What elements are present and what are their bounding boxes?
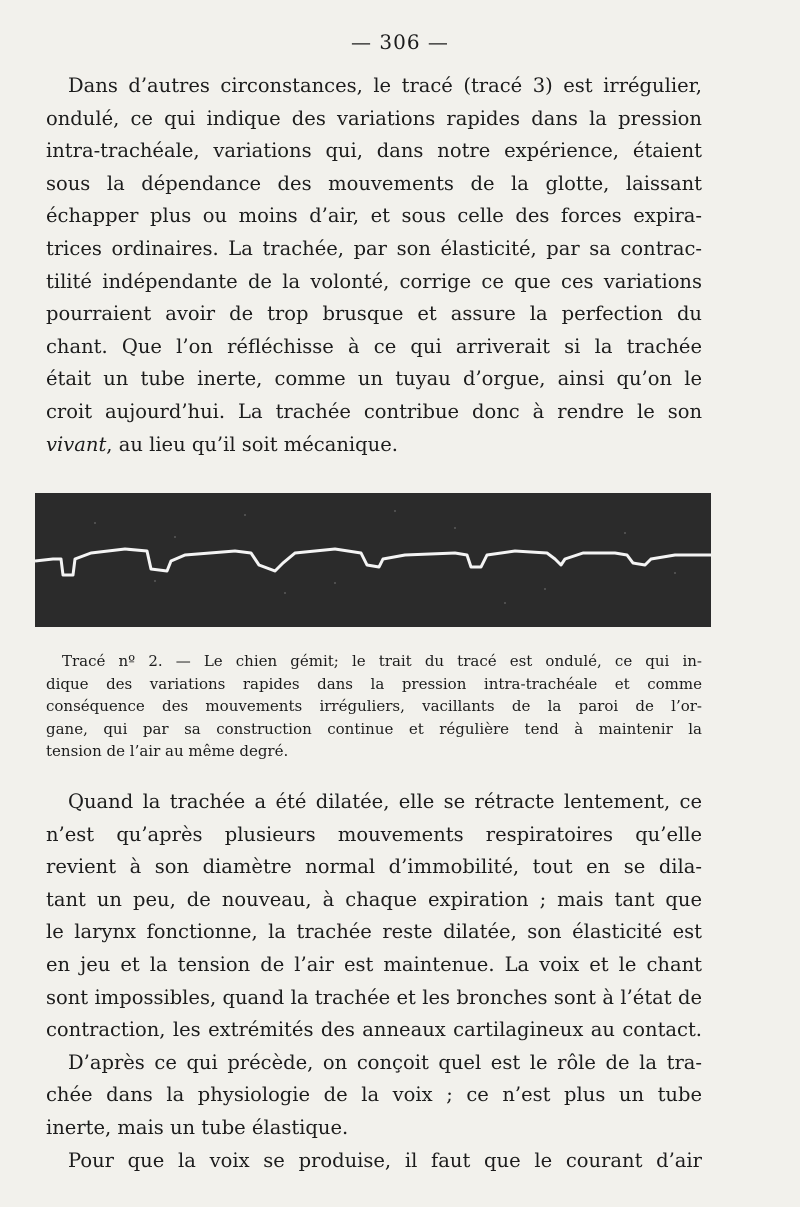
text-line: [46, 429, 702, 462]
caption-line: tension de l’air au même degré.: [46, 742, 289, 760]
text-line: chant. Que l’on réfléchisse à ce qui arriverait si la trachée: [46, 334, 702, 358]
caption-line: gane, qui par sa construction continue et régulière tend à maintenir la: [46, 719, 702, 738]
text-line: contraction, les extrémités des anneaux cartilagineux au contact.: [46, 1018, 702, 1042]
trace-figure: [35, 493, 711, 627]
text-line: le larynx fonctionne, la trachée reste dilatée, son élasticité est: [46, 920, 702, 944]
text-line: intra-trachéale, variations qui, dans notre expérience, étaient: [46, 139, 702, 163]
page-number: — 306 —: [351, 30, 449, 54]
text-line: croit aujourd’hui. La trachée contribue donc à rendre le son: [46, 399, 702, 423]
text-line: n’est qu’après plusieurs mouvements respiratoires qu’elle: [46, 822, 702, 846]
text-line: chée dans la physiologie de la voix ; ce n’est plus un tube: [46, 1083, 702, 1107]
text-line: échapper plus ou moins d’air, et sous celle des forces expira-: [46, 204, 702, 228]
text-line: sous la dépendance des mouvements de la glotte, laissant: [46, 171, 702, 195]
pressure-trace-image: [35, 493, 711, 627]
caption-line: dique des variations rapides dans la pression intra-trachéale et comme: [46, 674, 702, 693]
text-line: D’après ce qui précède, on conçoit quel est le rôle de la tra-: [68, 1050, 702, 1074]
text-line: revient à son diamètre normal d’immobilité, tout en se dila-: [46, 855, 702, 879]
text-line: ondulé, ce qui indique des variations rapides dans la pression: [46, 106, 702, 130]
text-line: tant un peu, de nouveau, à chaque expiration ; mais tant que: [46, 887, 702, 911]
caption-line: Tracé nº 2. — Le chien gémit; le trait du tracé est ondulé, ce qui in-: [62, 652, 702, 670]
text-line: Pour que la voix se produise, il faut que le courant d’air: [68, 1148, 702, 1172]
text-line: trices ordinaires. La trachée, par son élasticité, par sa contrac-: [46, 236, 702, 260]
text-line: tilité indépendante de la volonté, corrige ce que ces variations: [46, 269, 702, 293]
text-line: Dans d’autres circonstances, le tracé (tracé 3) est irrégulier,: [68, 74, 702, 97]
figure-caption: [46, 650, 702, 763]
italic-word: vivant: [46, 432, 107, 456]
caption-line: conséquence des mouvements irréguliers, vacillants de la paroi de l’or-: [46, 697, 702, 715]
text-line: Quand la trachée a été dilatée, elle se rétracte lentement, ce: [68, 790, 702, 813]
text-line: inerte, mais un tube élastique.: [46, 1115, 349, 1139]
figure-background: [35, 493, 711, 627]
text-line: sont impossibles, quand la trachée et les bronches sont à l’état de: [46, 985, 702, 1009]
text-line: pourraient avoir de trop brusque et assure la perfection du: [46, 302, 702, 326]
paragraphs-2-to-4: [46, 786, 702, 1177]
text-fragment: , au lieu qu’il soit mécanique.: [106, 432, 398, 456]
paragraph-1: [46, 70, 702, 461]
text-line: en jeu et la tension de l’air est maintenue. La voix et le chant: [46, 952, 702, 976]
text-line: était un tube inerte, comme un tuyau d’orgue, ainsi qu’on le: [46, 367, 702, 391]
